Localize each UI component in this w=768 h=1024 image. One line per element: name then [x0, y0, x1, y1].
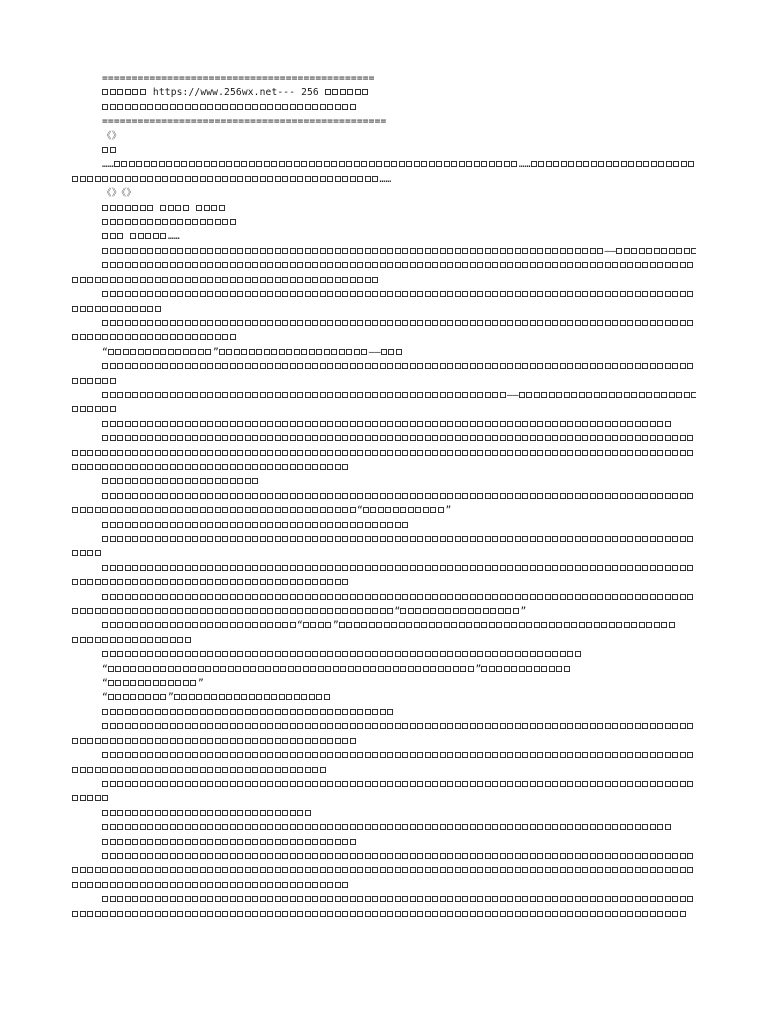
text-line [72, 893, 696, 907]
text-line [72, 706, 696, 720]
text-line: “ ” [72, 605, 696, 619]
text-line [72, 360, 696, 374]
text-line [72, 303, 696, 317]
text-line [72, 562, 696, 576]
text-line [72, 274, 696, 288]
text-line [72, 879, 696, 893]
text-line [72, 807, 696, 821]
text-line [72, 317, 696, 331]
text-line [72, 749, 696, 763]
text-line [72, 720, 696, 734]
text-line [72, 864, 696, 878]
text-line [72, 375, 696, 389]
text-line [72, 490, 696, 504]
text-line [72, 533, 696, 547]
text-line [72, 792, 696, 806]
text-line [72, 648, 696, 662]
text-line [72, 547, 696, 561]
text-line [72, 144, 696, 158]
text-line [72, 432, 696, 446]
text-line [72, 836, 696, 850]
text-line [72, 475, 696, 489]
text-line [72, 519, 696, 533]
text-line: ============================================== [102, 73, 375, 84]
text-line: “ ” —— [72, 346, 696, 360]
text-line [72, 821, 696, 835]
text-line: “ ” [72, 663, 696, 677]
text-line: “ ” [72, 504, 696, 518]
text-line: https://www.256wx.net--- 256 [72, 86, 696, 100]
text-line: …… …… [72, 158, 696, 172]
text-line [72, 764, 696, 778]
text-line [72, 591, 696, 605]
text-line [72, 331, 696, 345]
text-line [72, 101, 696, 115]
text-line: 《》 [102, 130, 122, 142]
text-line: —— [72, 389, 696, 403]
text-line [72, 403, 696, 417]
text-line: ================================================ [102, 116, 387, 128]
text-line [72, 202, 696, 216]
text-line: …… [72, 173, 696, 187]
text-line: “ ” [72, 619, 696, 633]
text-line: 《》《》 [102, 188, 137, 200]
text-line [72, 778, 696, 792]
text-line: —— [72, 245, 696, 259]
text-line [72, 576, 696, 590]
text-line [72, 288, 696, 302]
text-line [72, 447, 696, 461]
text-line: “ ” [72, 691, 696, 705]
text-line [72, 634, 696, 648]
text-line [72, 461, 696, 475]
text-line [72, 850, 696, 864]
text-line [72, 418, 696, 432]
text-line: …… [72, 230, 696, 244]
text-line [72, 216, 696, 230]
text-line: “ ” [102, 678, 204, 690]
text-line [72, 259, 696, 273]
text-line [72, 908, 696, 922]
text-line [72, 735, 696, 749]
